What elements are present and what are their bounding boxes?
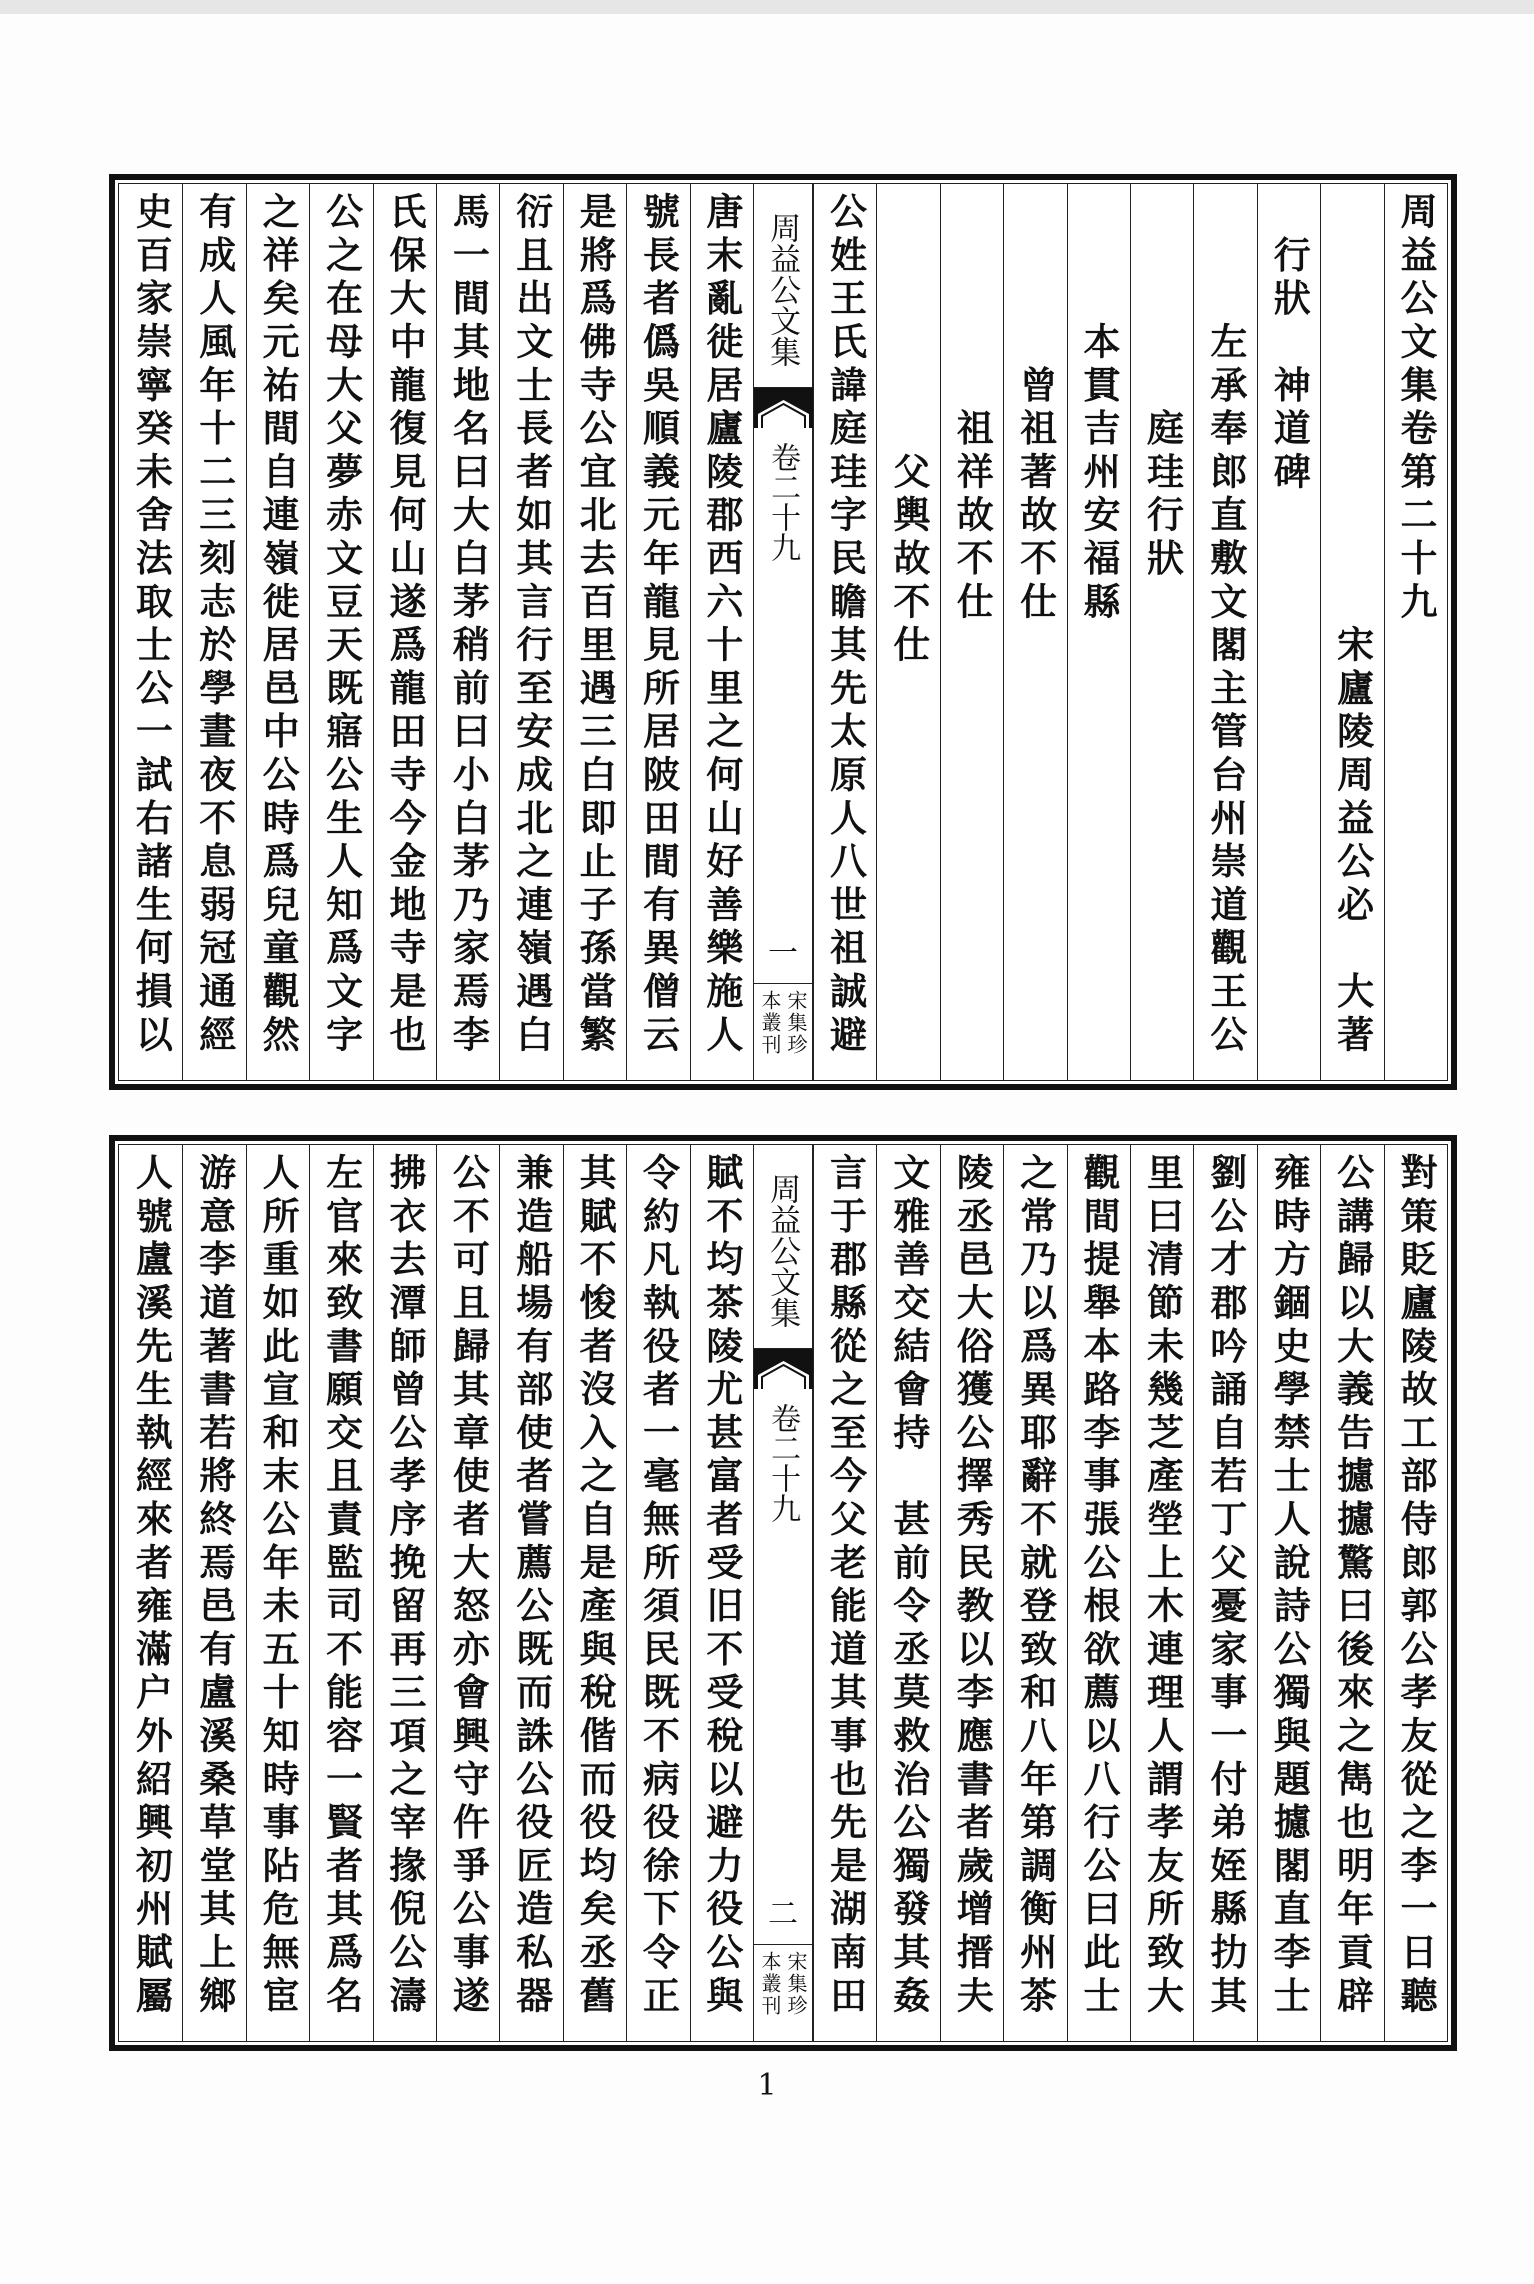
text-column: 劉公才郡吟誦自若丁父憂家事一付弟姪縣扐其 [1193,1145,1256,2041]
text-column: 周益公文集卷第二十九 [1384,184,1447,1080]
bottom-page-frame [118,1144,1448,2042]
gutter-book-title: 周益公文集 [754,192,812,388]
text-column: 庭珪行狀 [1130,184,1193,1080]
gutter-book-title: 周益公文集 [754,1153,812,1349]
gutter-leaf-number: 二 [768,1897,798,1932]
text-column: 左官來致書願交且責監司不能容一賢者其爲名 [309,1145,372,2041]
text-column: 文雅善交結會持 甚前令丞莫救治公獨發其姦 [876,1145,939,2041]
text-column: 行狀 神道碑 [1257,184,1320,1080]
text-column: 觀間提舉本路李事張公根欲薦以八行公曰此士 [1067,1145,1130,2041]
text-column: 公姓王氏諱庭珪字民瞻其先太原人八世祖誠避 [813,184,876,1080]
text-column: 陵丞邑大俗獲公擇秀民教以李應書者歲增搢夫 [940,1145,1003,2041]
text-column: 宋廬陵周益公必 大著 [1320,184,1383,1080]
text-column: 兼造船場有部使者嘗薦公既而誅公役匠造私器 [499,1145,562,2041]
text-column: 言于郡縣從之至今父老能道其事也先是湖南田 [813,1145,876,2041]
text-column: 之祥矣元祐間自連嶺徙居邑中公時爲兒童觀然 [246,184,309,1080]
text-column: 馬一間其地名曰大白茅稍前曰小白茅乃家焉李 [436,184,499,1080]
series-label-line: 本叢刊 [758,990,782,1056]
gutter-leaf-number: 一 [768,936,798,971]
text-column: 史百家崇寧癸未舍法取士公一試右諸生何損以 [129,192,174,1058]
center-gutter [753,1145,813,2041]
text-column: 對策貶廬陵故工部侍郎郭公孝友從之李一日聽 [1384,1145,1447,2041]
text-column: 公不可且歸其章使者大怒亦會興守仵爭公事遂 [436,1145,499,2041]
text-column: 賦不均茶陵尤甚富者受旧不受稅以避力役公與 [690,1145,753,2041]
text-column: 里曰清節未幾芝產塋上木連理人謂孝友所致大 [1130,1145,1193,2041]
text-column: 游意李道著書若將終焉邑有盧溪桑草堂其上鄉 [182,1145,245,2041]
text-column: 公講歸以大義告攄攄驚曰後來之雋也明年貢辟 [1320,1145,1383,2041]
series-label-line: 宋集珍 [784,990,808,1056]
text-column: 氏保大中龍復見何山遂爲龍田寺今金地寺是也 [373,184,436,1080]
text-column: 拂衣去潭師曾公孝序挽留再三項之宰掾倪公濤 [373,1145,436,2041]
series-label-line: 本叢刊 [758,1951,782,2017]
top-right-half [813,184,1447,1080]
page-number: 1 [757,2068,777,2103]
top-page-frame [118,183,1448,1081]
text-column: 父輿故不仕 [876,184,939,1080]
text-column: 祖祥故不仕 [940,184,1003,1080]
bottom-right-half [813,1145,1447,2041]
text-column: 是將爲佛寺公宜北去百里遇三白即止子孫當繁 [563,184,626,1080]
bottom-page-panel [109,1135,1457,2051]
text-column: 有成人風年十二三刻志於學晝夜不息弱冠通經 [182,184,245,1080]
text-column: 本貫吉州安福縣 [1067,184,1130,1080]
text-column: 人所重如此宣和末公年未五十知時事阽危無宦 [246,1145,309,2041]
text-column: 之常乃以爲異耶辭不就登致和八年第調衡州茶 [1003,1145,1066,2041]
text-column: 公之在母大父夢赤文豆天既寤公生人知爲文字 [309,184,372,1080]
series-label [754,983,812,1076]
text-column: 唐末亂徙居廬陵郡西六十里之何山好善樂施人 [690,184,753,1080]
text-column: 令約凡執役者一毫無所須民既不病役徐下令正 [626,1145,689,2041]
gutter-volume: 卷二十九 [765,1403,801,1523]
text-column: 衍且出文士長者如其言行至安成北之連嶺遇白 [499,184,562,1080]
top-left-half [119,184,753,1080]
gutter-volume: 卷二十九 [765,442,801,562]
text-column: 人號盧溪先生執經來者雍滿户外紹興初州賦屬 [129,1153,174,2019]
fishtail-mark-icon [754,388,813,428]
scan-top-edge [0,0,1534,14]
center-gutter [753,184,813,1080]
text-column: 雍時方錮史學禁士人說詩公獨與題攄閣直李士 [1257,1145,1320,2041]
bottom-left-half [119,1145,753,2041]
text-column: 其賦不悛者沒入之自是產與稅偕而役均矣丞舊 [563,1145,626,2041]
text-column: 左承奉郎直敷文閣主管台州崇道觀王公 [1193,184,1256,1080]
series-label [754,1944,812,2037]
text-column: 號長者僞吳順義元年龍見所居陂田間有異僧云 [626,184,689,1080]
fishtail-mark-icon [754,1349,813,1389]
top-page-panel [109,174,1457,1090]
text-column: 曾祖著故不仕 [1003,184,1066,1080]
series-label-line: 宋集珍 [784,1951,808,2017]
